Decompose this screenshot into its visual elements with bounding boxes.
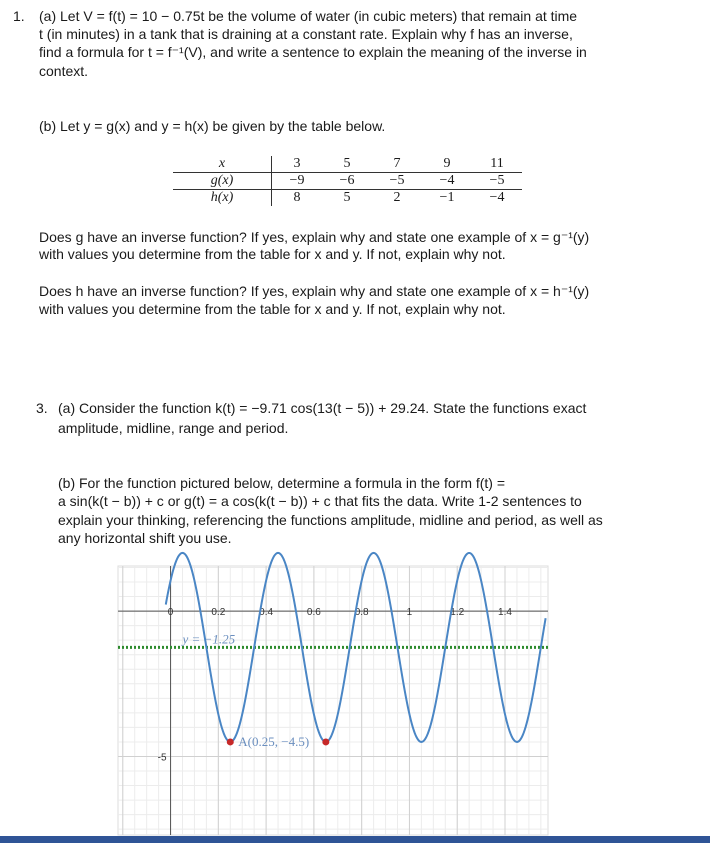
g-value: −9 [272,173,323,190]
problem-1-number: 1. [13,8,25,24]
x-tick-label: 0.4 [259,607,274,619]
trough-marker [322,738,329,745]
problem-1a-line-4: context. [39,63,89,79]
x-tick-label: 1.4 [498,607,512,619]
problem-3b-line-3: explain your thinking, referencing the functions amplitude, midline and period, as well as [58,512,603,528]
x-value: 5 [322,156,372,173]
x-value: 9 [422,156,472,173]
g-value: −5 [372,173,422,190]
x-tick-label: 0.8 [354,607,369,619]
h-value: −4 [489,190,505,205]
problem-1a-line-3: find a formula for t = f⁻¹(V), and write a sentence to explain the meaning of the inverse in [39,44,587,60]
problem-3a-line-2: amplitude, midline, range and period. [58,420,289,436]
x-value: 7 [372,156,422,173]
h-value: 5 [343,190,351,205]
h-value: 8 [293,190,301,205]
problem-1a-line-2: t (in minutes) in a tank that is draining at a constant rate. Explain why f has an inverse, [39,26,573,42]
x-value: 3 [272,156,323,173]
point-a-marker [227,738,234,745]
row-label-g: g(x) [173,173,272,190]
x-tick-label: 1 [406,607,413,619]
midline-label: y = −1.25 [182,631,236,647]
g-value: −4 [422,173,472,190]
h-value: −1 [439,190,455,205]
x-tick-label: 1.2 [450,607,465,619]
x-value: 11 [472,156,522,173]
x-tick-label: 0 [167,607,174,619]
problem-1b-intro: (b) Let y = g(x) and y = h(x) be given by the table below. [39,118,386,134]
problem-3b-line-1: (b) For the function pictured below, determine a formula in the form f(t) = [58,475,506,491]
g-value: −6 [322,173,372,190]
y-tick-label: -5 [157,752,167,764]
g-value: −5 [472,173,522,190]
question-g-line-1: Does g have an inverse function? If yes, explain why and state one example of x = g⁻¹(y) [39,229,590,245]
x-tick-label: 0.6 [306,607,321,619]
problem-3-number: 3. [36,400,48,416]
point-a-label: A(0.25, −4.5) [238,733,310,749]
x-tick-label: 0.2 [211,607,226,619]
problem-3a-line-1: (a) Consider the function k(t) = −9.71 cos(13(t − 5)) + 29.24. State the functions exact [58,400,587,416]
problem-1a-line-1: (a) Let V = f(t) = 10 − 0.75t be the volume of water (in cubic meters) that remain at time [39,8,578,24]
page-bottom-bar [0,836,710,843]
h-value: 2 [393,190,401,205]
question-g-line-2: with values you determine from the table for x and y. If not, explain why not. [39,246,506,262]
row-label-x: x [173,156,272,173]
question-h-line-1: Does h have an inverse function? If yes, explain why and state one example of x = h⁻¹(y) [39,283,590,299]
problem-3b-line-2: a sin(k(t − b)) + c or g(t) = a cos(k(t − b)) + c that fits the data. Write 1-2 sentences to [58,493,582,509]
problem-3b-line-4: any horizontal shift you use. [58,530,232,546]
question-h-line-2: with values you determine from the table for x and y. If not, explain why not. [39,301,506,317]
row-label-h: h(x) [173,190,272,207]
